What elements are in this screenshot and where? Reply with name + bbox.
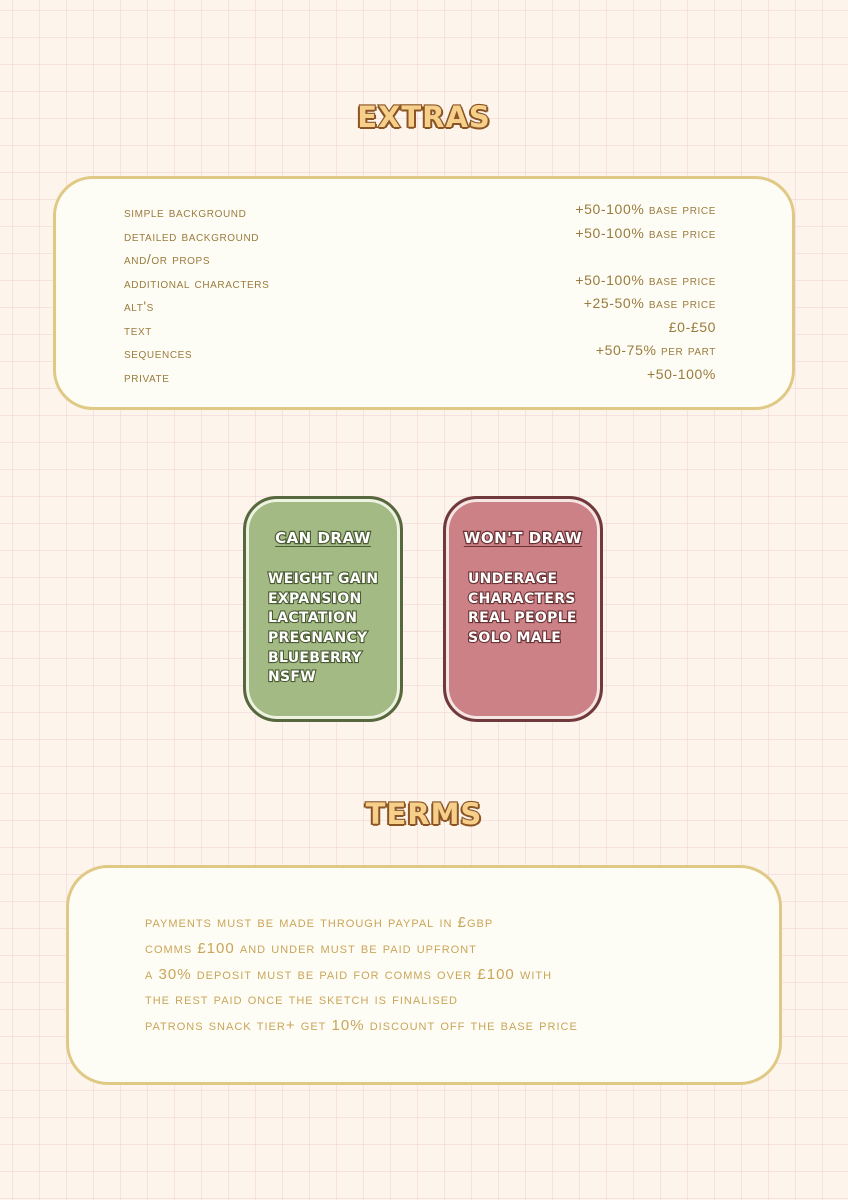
can-draw-item: NSFW	[268, 669, 317, 686]
extras-item: simple background	[124, 204, 247, 220]
extras-row	[124, 201, 716, 226]
extras-row	[124, 365, 716, 391]
wont-draw-item: SOLO MALE	[468, 630, 562, 647]
extras-row	[124, 342, 716, 367]
terms-line: payments must be made through paypal in £gbp	[145, 914, 494, 931]
extras-item: alt's	[124, 298, 154, 314]
can-draw-item: PREGNANCY	[268, 630, 368, 647]
extras-row	[124, 271, 716, 297]
terms-line: comms £100 and under must be paid upfront	[145, 939, 477, 957]
terms-line: a 30% deposit must be paid for comms over £100 with	[145, 965, 553, 983]
wont-draw-title: WON'T DRAW	[463, 529, 583, 547]
extras-row	[124, 251, 716, 273]
wont-draw-list	[468, 571, 604, 650]
can-draw-item: BLUEBERRY	[268, 649, 362, 666]
extras-row	[124, 318, 716, 344]
can-draw-card	[243, 496, 403, 722]
extras-price: +50-100% base price	[575, 201, 716, 217]
extras-card	[53, 176, 795, 410]
terms-card	[66, 865, 782, 1085]
can-draw-title: CAN DRAW	[275, 529, 371, 547]
wont-draw-card	[443, 496, 603, 722]
wont-draw-item: CHARACTERS	[468, 590, 576, 607]
wont-draw-item: UNDERAGE	[468, 571, 558, 587]
extras-item: text	[124, 321, 152, 338]
extras-row	[124, 224, 716, 250]
extras-price: +50-100% base price	[575, 224, 716, 241]
extras-price: +50-75% per part	[595, 342, 716, 358]
extras-item: private	[124, 368, 170, 385]
extras-heading: EXTRAS	[357, 100, 491, 134]
can-draw-item: EXPANSION	[268, 590, 362, 607]
can-draw-item: WEIGHT GAIN	[268, 571, 379, 587]
extras-item: and/or props	[124, 251, 211, 267]
extras-item: detailed background	[124, 227, 260, 244]
extras-item: additional characters	[124, 274, 270, 291]
extras-price: +50-100% base price	[575, 271, 716, 288]
extras-item: sequences	[124, 345, 193, 361]
extras-price: £0-£50	[668, 318, 716, 335]
wont-draw-item: REAL PEOPLE	[468, 610, 577, 627]
extras-price: +50-100%	[646, 365, 716, 382]
terms-heading: TERMS	[365, 797, 483, 831]
can-draw-item: LACTATION	[268, 610, 358, 627]
terms-list	[145, 914, 765, 1043]
extras-row	[124, 295, 716, 320]
terms-line: patrons snack tier+ get 10% discount off the base price	[145, 1017, 578, 1035]
extras-price: +25-50% base price	[583, 295, 716, 311]
can-draw-list	[268, 571, 404, 689]
terms-line: the rest paid once the sketch is finalised	[145, 991, 459, 1009]
